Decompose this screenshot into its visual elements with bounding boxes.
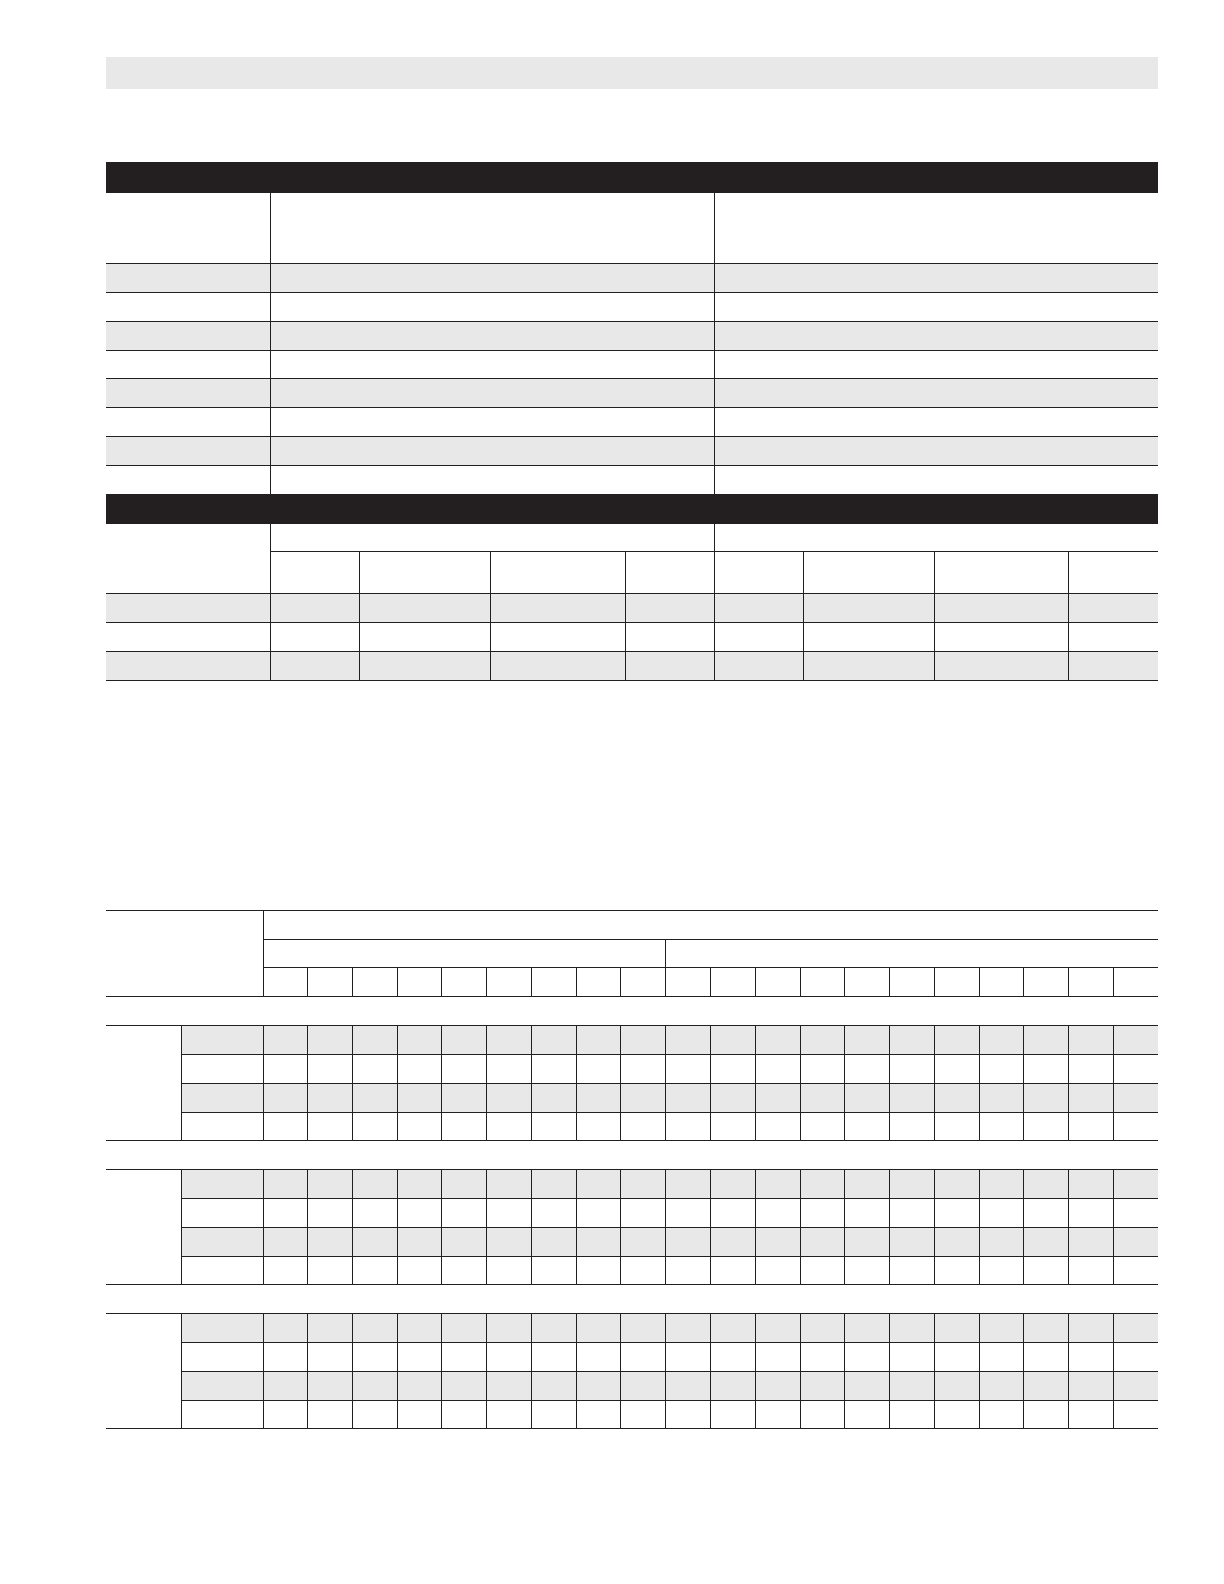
specs-rule [106,321,1158,322]
grid-cell-divider [1113,1313,1114,1429]
grid-row-shade [181,1314,1158,1342]
grid-cell-divider [397,1169,398,1285]
grid-cell-divider [665,1169,666,1285]
grid-column-header-divider [844,968,845,997]
comparison-col-divider [934,552,935,681]
grid-cell-divider [844,1313,845,1429]
grid-column-header-divider [531,968,532,997]
grid-cell-divider [531,1169,532,1285]
grid-column-header-divider [620,968,621,997]
grid-cell-divider [710,1169,711,1285]
grid-row-shade [181,1026,1158,1054]
grid-rule [263,939,1158,940]
grid-cell-divider [263,1025,264,1141]
grid-cell-divider [352,1313,353,1429]
grid-cell-divider [352,1025,353,1141]
grid-column-header-divider [979,968,980,997]
grid-column-header-divider [889,968,890,997]
grid-cell-divider [1023,1025,1024,1141]
grid-cell-divider [576,1169,577,1285]
grid-cell-divider [755,1313,756,1429]
grid-cell-divider [531,1025,532,1141]
grid-header-divider [263,910,264,997]
grid-cell-divider [307,1313,308,1429]
grid-row-rule [181,1342,1158,1343]
grid-cell-divider [889,1025,890,1141]
comparison-rule [106,622,1158,623]
grid-column-header-divider [934,968,935,997]
grid-cell-divider [934,1169,935,1285]
comparison-table-title-bar [106,494,1158,524]
grid-column-header-divider [486,968,487,997]
grid-cell-divider [979,1025,980,1141]
grid-cell-divider [889,1169,890,1285]
grid-column-header-divider [1113,968,1114,997]
grid-cell-divider [710,1313,711,1429]
comparison-rule [106,680,1158,681]
grid-cell-divider [755,1025,756,1141]
grid-cell-divider [576,1025,577,1141]
specs-rule [106,378,1158,379]
grid-column-header-divider [1023,968,1024,997]
grid-cell-divider [665,1313,666,1429]
grid-cell-divider [889,1313,890,1429]
grid-column-header-divider [441,968,442,997]
grid-cell-divider [620,1313,621,1429]
grid-cell-divider [486,1169,487,1285]
grid-cell-divider [441,1025,442,1141]
grid-cell-divider [263,1313,264,1429]
grid-cell-divider [800,1025,801,1141]
grid-cell-divider [1068,1169,1069,1285]
grid-row-rule [181,1054,1158,1055]
grid-cell-divider [934,1025,935,1141]
grid-cell-divider [486,1025,487,1141]
grid-cell-divider [979,1313,980,1429]
comparison-col-divider [625,552,626,681]
grid-cell-divider [710,1025,711,1141]
specs-rule [106,263,1158,264]
grid-column-header-divider [1068,968,1069,997]
grid-cell-divider [576,1313,577,1429]
comparison-col-divider [490,552,491,681]
grid-row-rule [181,1198,1158,1199]
comparison-col-divider [1068,552,1069,681]
grid-row-shade [181,1372,1158,1400]
grid-cell-divider [486,1313,487,1429]
specs-table-title-bar [106,162,1158,193]
grid-column-header-divider [576,968,577,997]
grid-row-rule [181,1400,1158,1401]
grid-label-divider [181,1169,182,1285]
specs-rule [106,350,1158,351]
grid-row-rule [181,1371,1158,1372]
comparison-rule [106,651,1158,652]
grid-column-header-divider [665,968,666,997]
comparison-row-1-shade [106,594,1158,622]
specs-col-divider [714,193,715,494]
comparison-row-3-shade [106,652,1158,680]
grid-cell-divider [620,1169,621,1285]
grid-row-shade [181,1084,1158,1112]
grid-cell-divider [1068,1025,1069,1141]
specs-row-7-shade [106,437,1158,465]
grid-cell-divider [844,1169,845,1285]
grid-cell-divider [1023,1313,1024,1429]
comparison-col-divider [270,524,271,681]
specs-rule [106,407,1158,408]
specs-col-divider [270,193,271,494]
grid-row-rule [181,1256,1158,1257]
grid-cell-divider [620,1025,621,1141]
grid-row-shade [181,1228,1158,1256]
comparison-col-divider [359,552,360,681]
grid-column-header-divider [307,968,308,997]
specs-row-5-shade [106,379,1158,407]
grid-column-header-divider [800,968,801,997]
grid-row-rule [181,1083,1158,1084]
grid-column-header-divider [352,968,353,997]
grid-cell-divider [441,1169,442,1285]
grid-cell-divider [979,1169,980,1285]
specs-row-1-shade [106,264,1158,292]
comparison-col-divider [714,524,715,681]
grid-label-divider [181,1313,182,1429]
grid-row-rule [181,1227,1158,1228]
grid-row-shade [181,1170,1158,1198]
comparison-col-divider [803,552,804,681]
grid-cell-divider [800,1169,801,1285]
grid-cell-divider [531,1313,532,1429]
grid-column-header-divider [755,968,756,997]
grid-cell-divider [1068,1313,1069,1429]
specs-rule [106,436,1158,437]
specs-row-3-shade [106,322,1158,350]
grid-cell-divider [1113,1169,1114,1285]
grid-cell-divider [307,1169,308,1285]
specs-rule [106,465,1158,466]
grid-cell-divider [800,1313,801,1429]
grid-cell-divider [263,1169,264,1285]
grid-cell-divider [665,1025,666,1141]
grid-column-header-divider [397,968,398,997]
grid-cell-divider [352,1169,353,1285]
grid-cell-divider [397,1313,398,1429]
page-header-band [106,57,1158,89]
grid-cell-divider [934,1313,935,1429]
grid-cell-divider [844,1025,845,1141]
specs-rule [106,292,1158,293]
grid-cell-divider [441,1313,442,1429]
grid-label-divider [181,1025,182,1141]
grid-cell-divider [307,1025,308,1141]
grid-cell-divider [397,1025,398,1141]
grid-cell-divider [755,1169,756,1285]
grid-row-rule [181,1112,1158,1113]
grid-column-header-divider [710,968,711,997]
grid-cell-divider [1023,1169,1024,1285]
grid-cell-divider [1113,1025,1114,1141]
